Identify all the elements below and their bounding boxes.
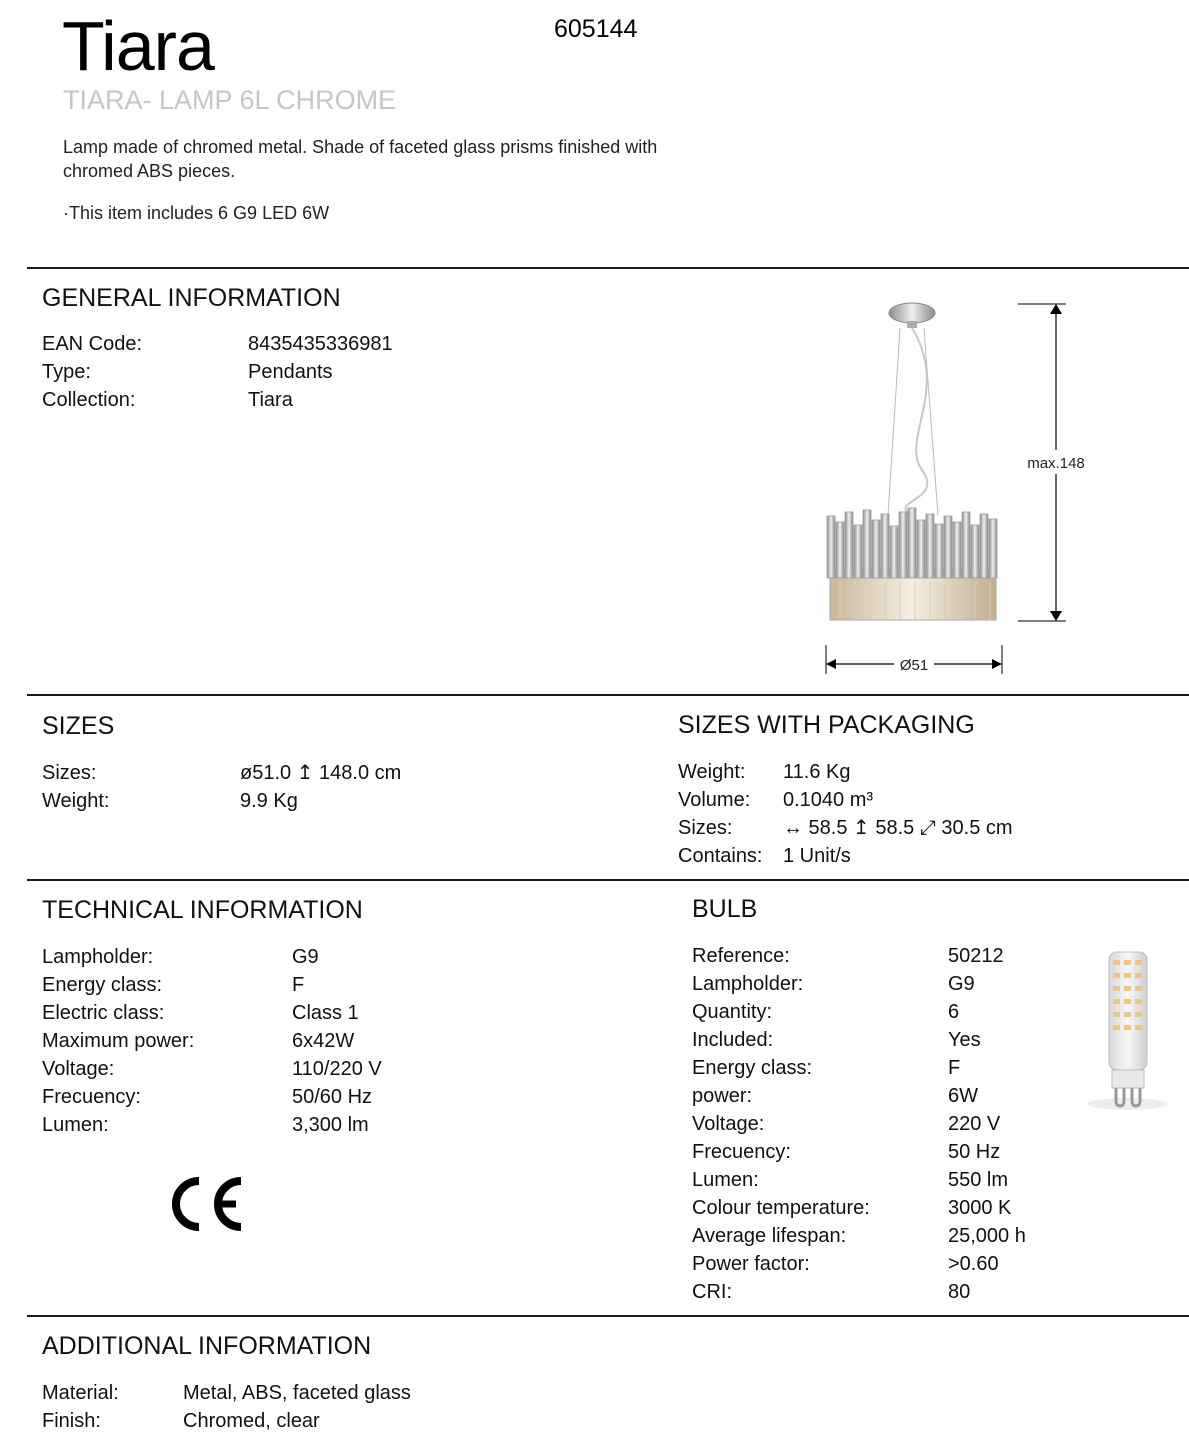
general-value: Tiara <box>248 389 293 411</box>
packaging-row <box>678 842 1178 870</box>
bulb-heading: BULB <box>692 895 758 923</box>
bulb-row <box>692 1166 1072 1194</box>
bulb-value: 550 lm <box>948 1169 1009 1191</box>
packaging-label: Weight: <box>678 761 746 783</box>
bulb-row <box>692 942 1072 970</box>
packaging-value: 0.1040 m³ <box>783 789 874 811</box>
diameter-label: Ø51 <box>899 657 929 674</box>
bulb-label: Energy class: <box>692 1057 813 1079</box>
packaging-list <box>678 758 1178 870</box>
technical-label: Frecuency: <box>42 1086 141 1108</box>
bulb-row <box>692 1026 1072 1054</box>
divider <box>27 694 1189 696</box>
bulb-row <box>692 970 1072 998</box>
bulb-label: Power factor: <box>692 1253 810 1275</box>
technical-label: Energy class: <box>42 974 163 996</box>
general-value: 8435435336981 <box>248 333 393 355</box>
bulb-value: 3000 K <box>948 1197 1012 1219</box>
bulb-label: power: <box>692 1085 753 1107</box>
bulb-label: Colour temperature: <box>692 1197 870 1219</box>
g9-bulb-icon <box>1082 944 1172 1114</box>
technical-row <box>42 943 642 971</box>
general-label: Collection: <box>42 389 136 411</box>
bulb-value: 220 V <box>948 1113 1001 1135</box>
product-description: Lamp made of chromed metal. Shade of faceted glass prisms finished with chromed ABS pieces. <box>63 137 658 181</box>
additional-heading: ADDITIONAL INFORMATION <box>42 1332 372 1360</box>
bulb-value: 6 <box>948 1001 960 1023</box>
packaging-row <box>678 786 1178 814</box>
product-title: Tiara <box>62 7 214 85</box>
technical-value: 110/220 V <box>292 1058 382 1080</box>
bulb-label: Quantity: <box>692 1001 773 1023</box>
product-code: 605144 <box>554 15 638 43</box>
bulb-row <box>692 998 1072 1026</box>
product-subtitle: TIARA- LAMP 6L CHROME <box>63 85 397 115</box>
technical-value: F <box>292 974 305 996</box>
bulb-label: Lumen: <box>692 1169 759 1191</box>
included-note: ·This item includes 6 G9 LED 6W <box>63 203 330 223</box>
bulb-value: Yes <box>948 1029 981 1051</box>
sizes-heading: SIZES <box>42 712 115 740</box>
general-value: Pendants <box>248 361 333 383</box>
technical-value: 50/60 Hz <box>292 1086 373 1108</box>
additional-list <box>42 1379 642 1435</box>
technical-value: 3,300 lm <box>292 1114 369 1136</box>
general-label: Type: <box>42 361 91 383</box>
technical-value: 6x42W <box>292 1030 355 1052</box>
technical-row <box>42 1111 642 1139</box>
technical-row <box>42 971 642 999</box>
divider <box>27 267 1189 269</box>
packaging-value: 11.6 Kg <box>783 761 851 783</box>
bulb-label: Reference: <box>692 945 790 967</box>
bulb-row <box>692 1222 1072 1250</box>
sizes-row <box>42 759 642 787</box>
packaging-label: Sizes: <box>678 817 733 839</box>
general-heading: GENERAL INFORMATION <box>42 284 341 312</box>
bulb-label: Included: <box>692 1029 774 1051</box>
bulb-value: G9 <box>948 973 975 995</box>
technical-row <box>42 1055 642 1083</box>
additional-row <box>42 1407 642 1435</box>
packaging-value: 1 Unit/s <box>783 845 851 867</box>
technical-row <box>42 999 642 1027</box>
technical-value: Class 1 <box>292 1002 359 1024</box>
general-info-list <box>42 330 642 414</box>
technical-row <box>42 1027 642 1055</box>
technical-value: G9 <box>292 946 319 968</box>
bulb-value: 50212 <box>948 945 1004 967</box>
packaging-label: Volume: <box>678 789 751 811</box>
divider <box>27 1315 1189 1317</box>
bulb-value: 80 <box>948 1281 971 1303</box>
bulb-value: F <box>948 1057 961 1079</box>
sizes-value: 9.9 Kg <box>240 790 298 812</box>
bulb-row <box>692 1110 1072 1138</box>
ce-mark-icon <box>166 1171 246 1237</box>
technical-row <box>42 1083 642 1111</box>
general-row <box>42 330 642 358</box>
lamp-dimension-drawing <box>800 290 1120 690</box>
additional-value: Metal, ABS, faceted glass <box>183 1382 411 1404</box>
sizes-row <box>42 787 642 815</box>
bulb-list <box>692 942 1072 1306</box>
additional-label: Finish: <box>42 1410 101 1432</box>
technical-list <box>42 943 642 1139</box>
divider <box>27 879 1189 881</box>
pendant-lamp-illustration <box>827 303 997 620</box>
packaging-value: ↔ 58.5 ↥ 58.5 ⤢ 30.5 cm <box>783 817 1013 839</box>
general-row <box>42 358 642 386</box>
bulb-label: Voltage: <box>692 1113 765 1135</box>
sizes-label: Sizes: <box>42 762 97 784</box>
bulb-value: 50 Hz <box>948 1141 1001 1163</box>
packaging-row <box>678 814 1178 842</box>
bulb-row <box>692 1278 1072 1306</box>
technical-label: Lumen: <box>42 1114 109 1136</box>
sizes-value: ø51.0 ↥ 148.0 cm <box>240 762 402 784</box>
height-label: max.148 <box>1027 455 1085 472</box>
general-label: EAN Code: <box>42 333 143 355</box>
bulb-label: CRI: <box>692 1281 732 1303</box>
sizes-label: Weight: <box>42 790 110 812</box>
technical-label: Voltage: <box>42 1058 115 1080</box>
technical-label: Electric class: <box>42 1002 165 1024</box>
bulb-label: Average lifespan: <box>692 1225 847 1247</box>
additional-value: Chromed, clear <box>183 1410 320 1432</box>
technical-heading: TECHNICAL INFORMATION <box>42 896 363 924</box>
technical-label: Lampholder: <box>42 946 154 968</box>
bulb-row <box>692 1250 1072 1278</box>
technical-label: Maximum power: <box>42 1030 195 1052</box>
bulb-row <box>692 1138 1072 1166</box>
additional-label: Material: <box>42 1382 119 1404</box>
bulb-row <box>692 1082 1072 1110</box>
packaging-row <box>678 758 1178 786</box>
bulb-row <box>692 1194 1072 1222</box>
bulb-label: Lampholder: <box>692 973 804 995</box>
bulb-label: Frecuency: <box>692 1141 791 1163</box>
bulb-value: 6W <box>948 1085 978 1107</box>
additional-row <box>42 1379 642 1407</box>
bulb-value: >0.60 <box>948 1253 999 1275</box>
general-row <box>42 386 642 414</box>
bulb-row <box>692 1054 1072 1082</box>
packaging-label: Contains: <box>678 845 763 867</box>
sizes-list <box>42 759 642 815</box>
packaging-heading: SIZES WITH PACKAGING <box>678 711 975 739</box>
bulb-value: 25,000 h <box>948 1225 1026 1247</box>
